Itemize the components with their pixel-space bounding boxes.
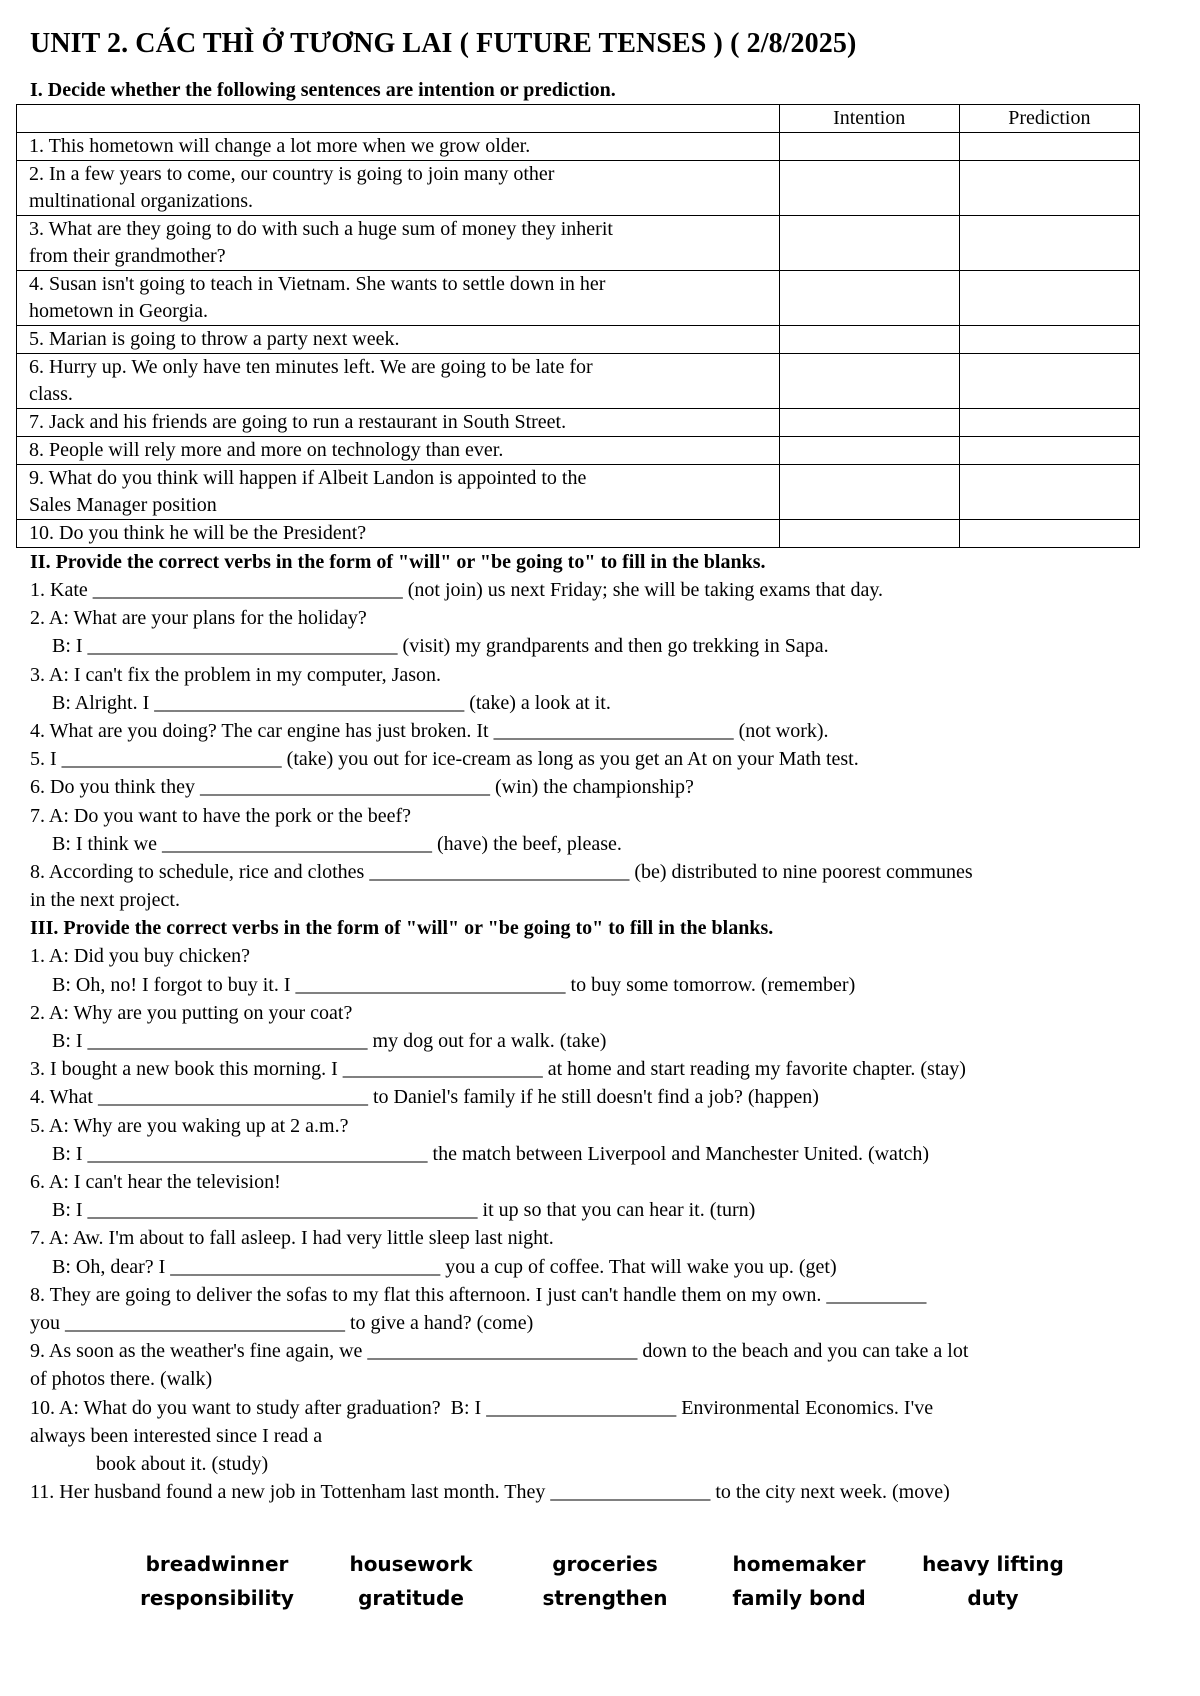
intention-checkbox-cell[interactable]: [779, 326, 959, 354]
sentence-line: from their grandmother?: [29, 245, 226, 267]
table-row: [17, 326, 1140, 354]
exercise-line: 2. A: Why are you putting on your coat?: [30, 1001, 353, 1024]
exercise-line: B: I _______________________________________ it up so that you can hear it. (turn): [52, 1199, 756, 1222]
table-body: [17, 133, 1140, 548]
vocabulary-word: responsibility: [140, 1586, 294, 1610]
intention-checkbox-cell[interactable]: [779, 409, 959, 437]
sentence-cell: [17, 133, 780, 161]
section-3-exercises: [30, 942, 1190, 1506]
sentence-cell: [17, 354, 780, 409]
table-row: [17, 271, 1140, 326]
exercise-line: B: I _______________________________ (visit) my grandparents and then go trekking in Sapa.: [52, 635, 829, 658]
sentence-cell: [17, 216, 780, 271]
exercise-line: 1. Kate _______________________________ (not join) us next Friday; she will be taking exams that day.: [30, 579, 884, 601]
sentence-line: 4. Susan isn't going to teach in Vietnam. She wants to settle down in her: [29, 273, 606, 295]
vocabulary-word: breadwinner: [145, 1552, 289, 1576]
exercise-line: in the next project.: [30, 889, 180, 912]
vocabulary-word: groceries: [552, 1552, 658, 1576]
intention-checkbox-cell[interactable]: [779, 216, 959, 271]
exercise-line: 8. They are going to deliver the sofas to my flat this afternoon. I just can't handle them on my own. __________: [30, 1283, 927, 1306]
prediction-checkbox-cell[interactable]: [959, 520, 1139, 548]
exercise-line: B: I think we ___________________________ (have) the beef, please.: [52, 832, 622, 855]
sentence-line: 10. Do you think he will be the President?: [29, 522, 367, 544]
exercise-line: B: Alright. I _______________________________ (take) a look at it.: [52, 691, 611, 714]
vocabulary-word: family bond: [732, 1586, 866, 1610]
sentence-line: 2. In a few years to come, our country is going to join many other: [29, 163, 555, 185]
prediction-checkbox-cell[interactable]: [959, 354, 1139, 409]
exercise-line: B: I ____________________________ my dog out for a walk. (take): [52, 1030, 607, 1053]
sentence-line: multinational organizations.: [29, 190, 254, 212]
page-title: UNIT 2. CÁC THÌ Ở TƯƠNG LAI ( FUTURE TENSES ) ( 2/8/2025): [30, 28, 857, 59]
exercise-line: 1. A: Did you buy chicken?: [30, 945, 250, 968]
vocabulary-word: strengthen: [542, 1586, 668, 1610]
sentence-line: 5. Marian is going to throw a party next week.: [29, 328, 400, 350]
exercise-line: 2. A: What are your plans for the holiday?: [30, 607, 367, 630]
intention-checkbox-cell[interactable]: [779, 161, 959, 216]
exercise-line: 4. What ___________________________ to Daniel's family if he still doesn't find a job? (happen): [30, 1086, 819, 1109]
section-2-exercises: [30, 576, 1190, 914]
vocabulary-word: duty: [967, 1586, 1019, 1610]
sentence-line: hometown in Georgia.: [29, 300, 209, 322]
exercise-line: B: I __________________________________ the match between Liverpool and Manchester United. (watch): [52, 1142, 930, 1165]
exercise-line: 6. Do you think they _____________________________ (win) the championship?: [30, 776, 694, 799]
vocabulary-word: homemaker: [732, 1552, 866, 1576]
exercise-line: of photos there. (walk): [30, 1368, 213, 1391]
sentence-line: 1. This hometown will change a lot more when we grow older.: [29, 135, 531, 157]
exercise-line: you ____________________________ to give a hand? (come): [30, 1312, 534, 1335]
section-3-heading: III. Provide the correct verbs in the form of "will" or "be going to" to fill in the blanks.: [30, 917, 774, 940]
sentence-line: 8. People will rely more and more on technology than ever.: [29, 439, 504, 461]
sentence-cell: [17, 437, 780, 465]
exercise-line: 11. Her husband found a new job in Tottenham last month. They ________________ to the city next week. (move): [30, 1481, 950, 1504]
table-row: [17, 409, 1140, 437]
table-row: [17, 437, 1140, 465]
prediction-checkbox-cell[interactable]: [959, 409, 1139, 437]
prediction-checkbox-cell[interactable]: [959, 326, 1139, 354]
exercise-line: 3. I bought a new book this morning. I ____________________ at home and start reading my favorite chapter. (stay): [30, 1058, 966, 1081]
vocabulary-word: gratitude: [358, 1586, 464, 1610]
exercise-line: 7. A: Aw. I'm about to fall asleep. I had very little sleep last night.: [30, 1227, 554, 1250]
prediction-checkbox-cell[interactable]: [959, 133, 1139, 161]
sentence-line: 9. What do you think will happen if Albeit Landon is appointed to the: [29, 467, 587, 489]
table-row: [17, 161, 1140, 216]
vocabulary-word: housework: [349, 1552, 473, 1576]
table-row: [17, 216, 1140, 271]
intention-prediction-table: [16, 104, 1140, 548]
exercise-line: 4. What are you doing? The car engine has just broken. It ________________________ (not work).: [30, 720, 829, 743]
sentence-cell: [17, 409, 780, 437]
exercise-line: 9. As soon as the weather's fine again, we ___________________________ down to the beach and you can take a lot: [30, 1340, 969, 1363]
exercise-line: B: Oh, dear? I ___________________________ you a cup of coffee. That will wake you up. (get): [52, 1255, 837, 1278]
sentence-line: Sales Manager position: [29, 494, 217, 516]
exercise-line: 8. According to schedule, rice and clothes __________________________ (be) distributed to nine poorest communes: [30, 861, 973, 884]
column-header-intention: Intention: [779, 105, 959, 133]
sentence-line: 7. Jack and his friends are going to run a restaurant in South Street.: [29, 411, 567, 433]
section-2-heading: II. Provide the correct verbs in the form of "will" or "be going to" to fill in the blanks.: [30, 551, 766, 573]
sentence-cell: [17, 161, 780, 216]
worksheet-page: [30, 28, 1190, 1507]
sentence-cell: [17, 271, 780, 326]
table-header-blank: [17, 105, 780, 133]
column-header-prediction: Prediction: [959, 105, 1139, 133]
table-row: [17, 354, 1140, 409]
exercise-line: 10. A: What do you want to study after graduation? B: I ___________________ Environmental Economics. I've: [30, 1396, 934, 1419]
prediction-checkbox-cell[interactable]: [959, 465, 1139, 520]
vocabulary-word: heavy lifting: [922, 1552, 1064, 1576]
exercise-line: 5. A: Why are you waking up at 2 a.m.?: [30, 1114, 349, 1137]
prediction-checkbox-cell[interactable]: [959, 216, 1139, 271]
prediction-checkbox-cell[interactable]: [959, 161, 1139, 216]
vocabulary-word-list: [120, 1552, 1090, 1610]
table-row: [17, 465, 1140, 520]
table-row: [17, 520, 1140, 548]
exercise-line: B: Oh, no! I forgot to buy it. I ___________________________ to buy some tomorrow. (remember): [52, 973, 856, 996]
exercise-line: always been interested since I read a: [30, 1424, 323, 1447]
section-1-heading: I. Decide whether the following sentences are intention or prediction.: [30, 79, 616, 101]
intention-checkbox-cell[interactable]: [779, 520, 959, 548]
exercise-line: 6. A: I can't hear the television!: [30, 1171, 281, 1194]
intention-checkbox-cell[interactable]: [779, 133, 959, 161]
intention-checkbox-cell[interactable]: [779, 465, 959, 520]
sentence-line: class.: [29, 383, 73, 405]
exercise-line: 7. A: Do you want to have the pork or the beef?: [30, 804, 412, 827]
sentence-cell: [17, 520, 780, 548]
sentence-line: 3. What are they going to do with such a huge sum of money they inherit: [29, 218, 613, 240]
table-header-row: [17, 105, 1140, 133]
exercise-line: 5. I ______________________ (take) you out for ice-cream as long as you get an At on your Math test.: [30, 748, 859, 771]
sentence-cell: [17, 326, 780, 354]
intention-checkbox-cell[interactable]: [779, 271, 959, 326]
sentence-line: 6. Hurry up. We only have ten minutes left. We are going to be late for: [29, 356, 593, 378]
table-row: [17, 133, 1140, 161]
exercise-line: 3. A: I can't fix the problem in my computer, Jason.: [30, 663, 442, 686]
prediction-checkbox-cell[interactable]: [959, 437, 1139, 465]
sentence-cell: [17, 465, 780, 520]
prediction-checkbox-cell[interactable]: [959, 271, 1139, 326]
intention-checkbox-cell[interactable]: [779, 437, 959, 465]
intention-checkbox-cell[interactable]: [779, 354, 959, 409]
exercise-line: book about it. (study): [96, 1453, 269, 1476]
